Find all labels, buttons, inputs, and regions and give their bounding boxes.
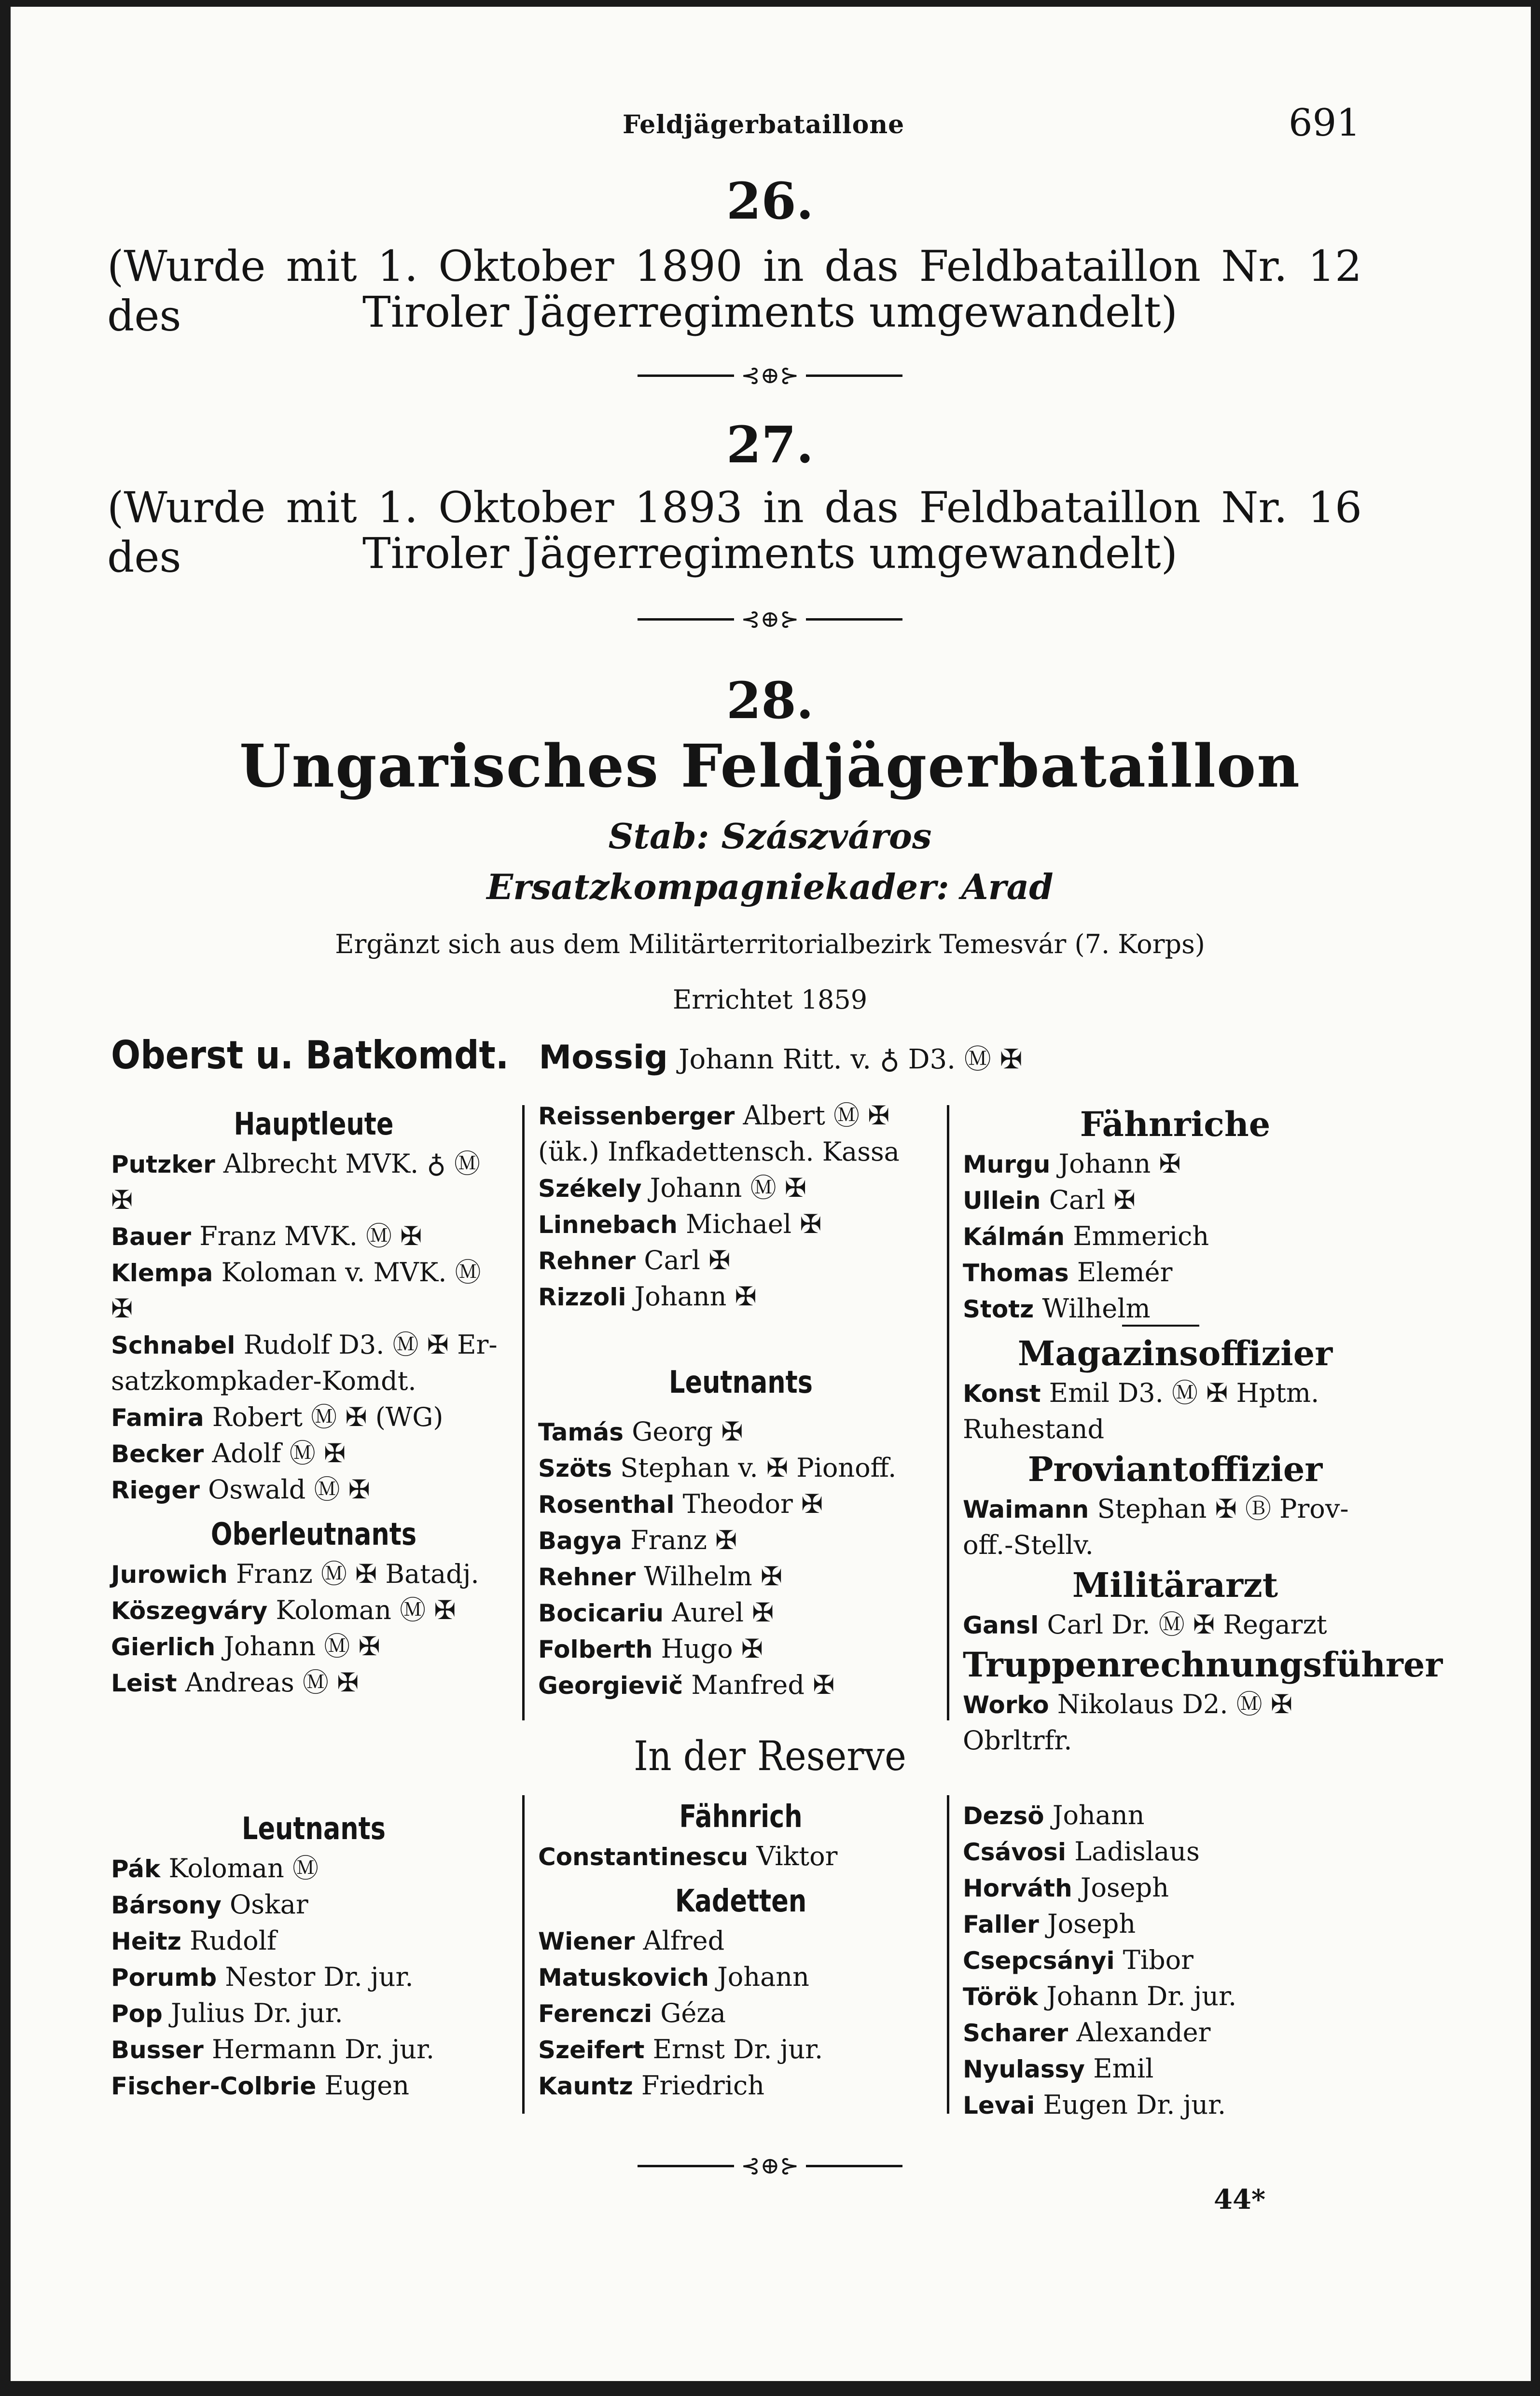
entry-details: Johann ✠ [1058,1149,1181,1179]
section-26-number: 26. [726,171,814,231]
fahnrich-entry [963,1291,1387,1327]
section-28-number: 28. [726,671,814,730]
commander-rank: Oberst u. Batkomdt. [111,1033,509,1078]
militararzt-entry [963,1607,1387,1643]
surname: Matuskovich [538,1964,709,1992]
fahnrich-entry [963,1182,1387,1219]
fahnrich-entry [963,1219,1387,1255]
surname: Putzker [111,1150,215,1178]
hauptmann-cont-entry [538,1243,943,1279]
surname: Rehner [538,1247,636,1275]
reserve-leutnant-entry [111,1851,516,1887]
section-27-line2: Tiroler Jägerregiments umgewandelt) [362,528,1178,578]
oberleutnant-entry [111,1629,516,1665]
surname: Nyulassy [963,2055,1085,2083]
errichtet-line: Errichtet 1859 [672,984,868,1015]
surname: Dezsö [963,1802,1044,1830]
entry-details: Elemér [1077,1257,1173,1288]
surname: Rizzoli [538,1283,626,1311]
entry-details: ✠ [111,1293,133,1324]
entry-details: Stephan ✠ Ⓑ Prov- [1097,1494,1349,1524]
surname: Famira [111,1404,204,1432]
heading-magazinsoffizier: Magazinsoffizier [1017,1333,1333,1373]
surname: Pák [111,1855,161,1883]
ornament-divider-2: ⊰⊕⊱ [0,606,1540,633]
reserve-column-1 [111,1807,516,2104]
leutnant-entry [538,1523,943,1559]
heading-oberleutnants: Oberleutnants [210,1517,417,1552]
oberleutnant-entry [111,1665,516,1701]
surname: Rehner [538,1563,636,1591]
column-3 [963,1103,1443,1759]
reserve-kadett-entry [538,1995,943,2032]
reserve-kadett-entry [963,2015,1387,2051]
surname: Csepcsányi [963,1947,1115,1975]
reserve-kadett-entry [963,1870,1387,1906]
reserve-heading-fahnrich: Fähnrich [679,1799,803,1835]
entry-details: Robert Ⓜ ✠ (WG) [212,1402,444,1432]
surname: Ullein [963,1187,1041,1215]
entry-details: Ernst Dr. jur. [652,2034,823,2064]
oberleutnant-entry [111,1593,516,1629]
hauptmann-entry [111,1219,516,1255]
reserve-leutnant-entry [111,1995,516,2032]
entry-details: Wilhelm [1042,1293,1151,1324]
section-27-number: 27. [726,415,814,474]
surname: Rieger [111,1476,200,1504]
surname: Pop [111,2000,163,2028]
surname: Szeifert [538,2036,645,2064]
surname: Levai [963,2091,1035,2119]
leutnant-entry [538,1667,943,1704]
hauptmann-cont-entry [538,1279,943,1315]
surname: Wiener [538,1927,635,1955]
surname: Szöts [538,1454,612,1482]
entry-details: Andreas Ⓜ ✠ [185,1667,359,1698]
reserve-rule-right [947,1795,949,2114]
entry-details: Rudolf D3. Ⓜ ✠ Er- [243,1330,498,1360]
hauptmann-entry [111,1472,516,1508]
hauptmann-cont-entry [538,1098,943,1134]
entry-details: Johann [1052,1800,1145,1830]
reserve-kadett-entry [538,1923,943,1959]
surname: Bocicariu [538,1599,664,1627]
entry-details: Joseph [1080,1872,1169,1903]
reserve-leutnant-entry [111,1923,516,1959]
reserve-kadett-entry [963,1942,1387,1979]
entry-details: Franz MVK. Ⓜ ✠ [199,1221,422,1251]
leutnant-entry [538,1450,943,1486]
entry-details: Hugo ✠ [661,1634,763,1664]
reserve-column-3 [963,1798,1387,2123]
entry-details: Tibor [1123,1945,1193,1975]
entry-details: Wilhelm ✠ [644,1561,783,1592]
reserve-leutnant-entry [111,1887,516,1923]
reserve-leutnant-entry [111,2032,516,2068]
entry-details: Johann Ⓜ ✠ [650,1173,807,1203]
heading-militararzt: Militärarzt [1072,1565,1278,1605]
surname: Köszegváry [111,1597,268,1625]
surname: Thomas [963,1259,1069,1287]
leutnant-entry [538,1631,943,1667]
surname: Heitz [111,1927,181,1955]
entry-details: Emil [1093,2053,1154,2084]
surname: Murgu [963,1150,1051,1178]
entry-details: Koloman v. MVK. Ⓜ [221,1257,481,1288]
entry-details: Albrecht MVK. ♁ Ⓜ [223,1149,480,1179]
section-26-line2: Tiroler Jägerregiments umgewandelt) [362,287,1178,337]
entry-details: Franz ✠ [630,1525,737,1555]
entry-details: Michael ✠ [686,1209,822,1239]
oberleutnant-entry [111,1556,516,1593]
entry-details: Koloman Ⓜ [168,1853,319,1884]
reserve-heading: In der Reserve [634,1732,906,1780]
entry-details: Carl ✠ [644,1245,731,1275]
hauptmann-cont-entry [538,1134,943,1170]
entry-details: Nikolaus D2. Ⓜ ✠ [1057,1689,1293,1719]
commander-name: Mossig [539,1039,668,1077]
surname: Leist [111,1669,177,1697]
surname: Klempa [111,1259,213,1287]
entry-details: ✠ [111,1185,133,1215]
reserve-column-2 [538,1795,943,2104]
surname: Jurowich [111,1561,228,1589]
surname: Scharer [963,2019,1068,2047]
reserve-kadett-entry [963,2051,1387,2087]
surname: Schnabel [111,1331,236,1359]
reserve-leutnant-entry [111,2068,516,2104]
heading-leutnants: Leutnants [669,1365,813,1400]
entry-details: Julius Dr. jur. [170,1998,343,2028]
heading-truppenrechnungsfuhrer: Truppenrechnungsführer [963,1645,1443,1685]
surname: Bársony [111,1891,222,1919]
entry-details: Manfred ✠ [691,1670,835,1700]
entry-details: Albert Ⓜ ✠ [743,1100,890,1131]
battalion-title: Ungarisches Feldjägerbataillon [239,731,1301,801]
ornament-divider-1: ⊰⊕⊱ [0,362,1540,389]
hauptmann-entry [111,1182,516,1219]
surname: Kálmán [963,1223,1065,1251]
entry-details: Johann Ⓜ ✠ [223,1631,380,1662]
reserve-kadett-entry [963,1798,1387,1834]
surname: Stotz [963,1295,1034,1323]
entry-details: Johann ✠ [634,1281,757,1312]
leutnant-entry [538,1559,943,1595]
surname: Konst [963,1380,1041,1408]
entry-details: Eugen [324,2070,409,2101]
reserve-kadett-entry [963,1979,1387,2015]
signature-mark: 44* [1214,2184,1266,2216]
leutnant-entry [538,1595,943,1631]
entry-details: Friedrich [641,2070,765,2101]
entry-details: Obrltrfr. [963,1725,1072,1756]
surname: Busser [111,2036,204,2064]
commander-rest: Johann Ritt. v. ♁ D3. Ⓜ ✠ [679,1044,1023,1075]
entry-details: Aurel ✠ [672,1597,774,1628]
surname: Worko [963,1691,1049,1719]
column-rule-left [522,1105,525,1720]
column-2 [538,1098,943,1704]
surname: Gierlich [111,1633,216,1661]
surname: Reissenberger [538,1102,735,1130]
reserve-rule-left [522,1795,525,2114]
reserve-kadett-entry [963,2087,1387,2123]
section-26-line1: (Wurde mit 1. Oktober 1890 in das Feldbataillon Nr. 12 des [107,241,1362,341]
running-title: Feldjägerbataillone [623,110,905,139]
column-rule-right [947,1105,949,1720]
fahnrich-entry [963,1146,1387,1182]
surname: Horváth [963,1874,1072,1902]
surname: Kauntz [538,2072,633,2100]
surname: Török [963,1983,1039,2011]
entry-details: Eugen Dr. jur. [1043,2090,1226,2120]
entry-details: Viktor [756,1841,838,1871]
surname: Constantinescu [538,1843,749,1871]
hauptmann-entry [111,1327,516,1363]
hauptmann-entry [111,1363,516,1399]
magazinsoffizier-entry [963,1412,1387,1448]
reserve-kadett-entry [538,2032,943,2068]
entry-details: Johann [717,1962,809,1992]
surname: Becker [111,1440,204,1468]
page-number: 691 [1289,101,1360,145]
heading-hauptleute: Hauptleute [234,1107,394,1142]
short-rule [1122,1325,1199,1327]
reserve-kadett-entry [538,2068,943,2104]
entry-details: Alfred [643,1925,725,1956]
entry-details: off.-Stellv. [963,1530,1094,1560]
reserve-kadett-entry [963,1834,1387,1870]
hauptmann-cont-entry [538,1206,943,1243]
entry-details: Joseph [1047,1909,1136,1939]
surname: Bauer [111,1223,192,1251]
surname: Linnebach [538,1211,678,1239]
reserve-leutnant-entry [111,1959,516,1995]
hauptmann-entry [111,1255,516,1291]
fahnrich-entry [963,1255,1387,1291]
surname: Ferenczi [538,2000,652,2028]
surname: Tamás [538,1418,624,1446]
surname: Rosenthal [538,1491,675,1519]
entry-details: Carl Dr. Ⓜ ✠ Regarzt [1047,1609,1327,1640]
reserve-kadett-entry [538,1959,943,1995]
leutnant-entry [538,1414,943,1450]
entry-details: Alexander [1076,2017,1211,2048]
reserve-heading-leutnants: Leutnants [242,1811,386,1847]
entry-details: Koloman Ⓜ ✠ [276,1595,456,1625]
leutnant-entry [538,1486,943,1523]
heading-fahnriche: Fähnriche [1080,1104,1271,1144]
ornament-divider-3: ⊰⊕⊱ [0,2152,1540,2179]
surname: Porumb [111,1964,217,1992]
entry-details: Nestor Dr. jur. [225,1962,414,1992]
reserve-fahnrich-entry [538,1839,943,1875]
proviantoffizier-entry [963,1491,1387,1527]
entry-details: Georg ✠ [632,1416,743,1447]
heading-proviantoffizier: Proviantoffizier [1027,1449,1323,1489]
surname: Georgievič [538,1672,683,1700]
stab-line: Stab: Szászváros [608,816,932,857]
surname: Fischer-Colbrie [111,2072,317,2100]
hauptmann-entry [111,1291,516,1327]
entry-details: Hermann Dr. jur. [211,2034,435,2064]
entry-details: Oskar [229,1889,308,1920]
surname: Csávosi [963,1838,1067,1866]
hauptmann-entry [111,1436,516,1472]
entry-details: (ük.) Infkadettensch. Kassa [538,1136,900,1167]
surname: Faller [963,1911,1039,1939]
surname: Székely [538,1175,642,1203]
surname: Waimann [963,1496,1089,1523]
entry-details: Johann Dr. jur. [1046,1981,1237,2011]
entry-details: Géza [660,1998,726,2028]
entry-details: Oswald Ⓜ ✠ [208,1474,370,1505]
surname: Bagya [538,1527,622,1555]
surname: Folberth [538,1635,653,1663]
entry-details: Ruhestand [963,1414,1105,1444]
entry-details: Theodor ✠ [682,1489,823,1519]
surname: Gansl [963,1611,1039,1639]
erganzt-line: Ergänzt sich aus dem Militärterritorialbezirk Temesvár (7. Korps) [335,929,1205,959]
entry-details: satzkompkader-Komdt. [111,1366,416,1396]
hauptmann-entry [111,1146,516,1182]
column-1 [111,1103,516,1701]
entry-details: Adolf Ⓜ ✠ [212,1438,346,1468]
ersatz-line: Ersatzkompagniekader: Arad [486,866,1054,907]
entry-details: Carl ✠ [1049,1185,1136,1215]
hauptmann-entry [111,1399,516,1436]
rechnungsfuhrer-entry [963,1687,1387,1723]
reserve-kadett-entry [963,1906,1387,1942]
entry-details: Stephan v. ✠ Pionoff. [620,1453,897,1483]
reserve-heading-kadetten: Kadetten [675,1884,807,1919]
magazinsoffizier-entry [963,1375,1387,1412]
entry-details: Emil D3. Ⓜ ✠ Hptm. [1049,1378,1319,1408]
proviantoffizier-entry [963,1527,1387,1564]
entry-details: Emmerich [1073,1221,1209,1251]
hauptmann-cont-entry [538,1170,943,1206]
entry-details: Ladislaus [1074,1836,1200,1867]
entry-details: Rudolf [190,1925,277,1956]
section-27-line1: (Wurde mit 1. Oktober 1893 in das Feldbataillon Nr. 16 des [107,483,1362,582]
entry-details: Franz Ⓜ ✠ Batadj. [236,1559,479,1589]
commander-line [111,1033,1023,1078]
